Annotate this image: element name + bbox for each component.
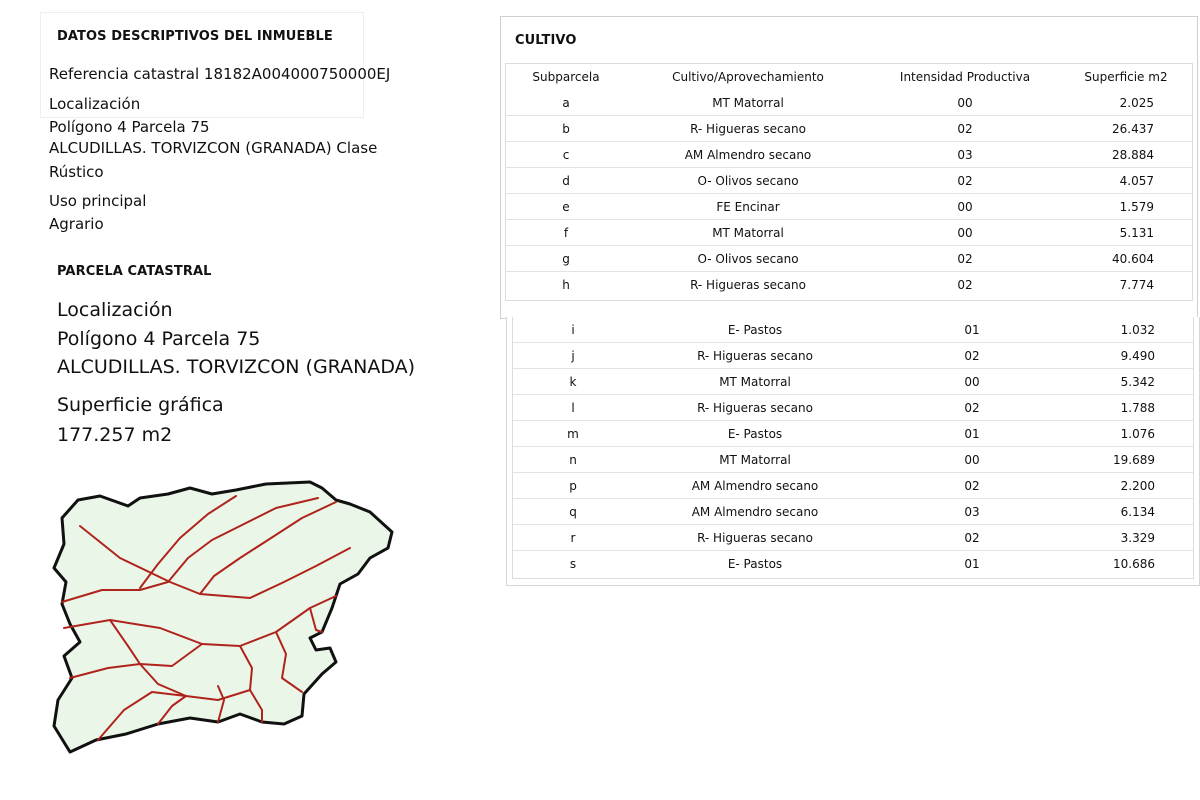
col-header-superficie: Superficie m2 — [1084, 70, 1168, 84]
cell-superficie: 19.689 — [1067, 447, 1193, 473]
datos-heading: DATOS DESCRIPTIVOS DEL INMUEBLE — [57, 29, 333, 44]
table-row — [513, 499, 1193, 525]
table-row — [513, 343, 1193, 369]
table-row — [506, 246, 1192, 272]
cell-intensidad: 02 — [870, 272, 1060, 298]
table-row — [513, 525, 1193, 551]
cell-superficie: 10.686 — [1067, 551, 1193, 577]
cell-superficie: 9.490 — [1067, 343, 1193, 369]
table-row — [513, 473, 1193, 499]
table-row — [506, 194, 1192, 220]
superficie-value: 177.257 m2 — [57, 424, 173, 446]
cell-cultivo: O- Olivos secano — [626, 246, 870, 272]
cell-intensidad: 02 — [877, 525, 1067, 551]
referencia-catastral: Referencia catastral 18182A004000750000EJ — [49, 65, 391, 83]
cell-cultivo: AM Almendro secano — [633, 473, 877, 499]
table-row — [513, 447, 1193, 473]
cell-cultivo: R- Higueras secano — [626, 272, 870, 298]
cell-intensidad: 01 — [877, 421, 1067, 447]
cultivo-table-continued — [513, 317, 1193, 576]
cell-superficie: 6.134 — [1067, 499, 1193, 525]
cell-subparcela: d — [506, 168, 626, 194]
cell-superficie: 3.329 — [1067, 525, 1193, 551]
cell-superficie: 4.057 — [1060, 168, 1192, 194]
table-row — [513, 317, 1193, 343]
cell-intensidad: 03 — [877, 499, 1067, 525]
col-header-intensidad: Intensidad Productiva — [899, 70, 1031, 84]
cell-superficie: 1.032 — [1120, 322, 1155, 337]
cell-superficie: 40.604 — [1060, 246, 1192, 272]
col-header-subparcela: Subparcela — [532, 70, 600, 84]
superficie-label: Superficie gráfica — [57, 394, 224, 416]
cell-cultivo: MT Matorral — [626, 220, 870, 246]
cultivo-panel — [500, 16, 1198, 319]
table-row — [506, 220, 1192, 246]
cell-subparcela: g — [506, 246, 626, 272]
cell-intensidad: 00 — [870, 220, 1060, 246]
cell-subparcela: a — [562, 95, 570, 110]
table-row — [506, 90, 1192, 116]
cell-subparcela: m — [513, 421, 633, 447]
cell-cultivo: MT Matorral — [633, 447, 877, 473]
cultivo-table — [506, 64, 1192, 297]
localizacion-label: Localización — [49, 95, 141, 113]
cell-intensidad: 03 — [870, 142, 1060, 168]
table-row — [506, 142, 1192, 168]
table-row — [513, 395, 1193, 421]
cell-subparcela: e — [506, 194, 626, 220]
parcela-heading: PARCELA CATASTRAL — [57, 264, 212, 279]
cell-intensidad: 00 — [957, 95, 973, 110]
parcel-outline — [54, 482, 392, 752]
parcela-localizacion-label: Localización — [57, 299, 173, 321]
cell-intensidad: 01 — [877, 551, 1067, 577]
cell-cultivo: E- Pastos — [633, 551, 877, 577]
cell-cultivo: E- Pastos — [727, 322, 783, 337]
cell-subparcela: q — [513, 499, 633, 525]
table-row — [506, 272, 1192, 298]
table-row — [513, 421, 1193, 447]
cell-cultivo: E- Pastos — [633, 421, 877, 447]
cultivo-table-top — [505, 63, 1193, 301]
cell-subparcela: i — [571, 322, 575, 337]
cell-subparcela: h — [506, 272, 626, 298]
cell-superficie: 7.774 — [1060, 272, 1192, 298]
cell-intensidad: 00 — [870, 194, 1060, 220]
cell-cultivo: MT Matorral — [633, 369, 877, 395]
cell-subparcela: b — [506, 116, 626, 142]
cell-intensidad: 02 — [870, 116, 1060, 142]
parcela-line1: Polígono 4 Parcela 75 — [57, 328, 261, 350]
cell-intensidad: 01 — [964, 322, 980, 337]
cell-subparcela: f — [506, 220, 626, 246]
cell-intensidad: 02 — [877, 395, 1067, 421]
cell-superficie: 26.437 — [1060, 116, 1192, 142]
cell-superficie: 5.342 — [1067, 369, 1193, 395]
cell-intensidad: 00 — [877, 369, 1067, 395]
localizacion-line2: ALCUDILLAS. TORVIZCON (GRANADA) Clase — [49, 139, 378, 157]
table-row — [506, 116, 1192, 142]
cell-cultivo: R- Higueras secano — [633, 525, 877, 551]
uso-label: Uso principal — [49, 192, 147, 210]
cell-cultivo: R- Higueras secano — [633, 343, 877, 369]
cell-subparcela: p — [513, 473, 633, 499]
parcel-map — [40, 478, 410, 778]
table-row — [506, 168, 1192, 194]
table-row — [513, 369, 1193, 395]
parcela-line2: ALCUDILLAS. TORVIZCON (GRANADA) — [57, 356, 416, 378]
cell-superficie: 28.884 — [1060, 142, 1192, 168]
cell-cultivo: AM Almendro secano — [626, 142, 870, 168]
cell-cultivo: R- Higueras secano — [626, 116, 870, 142]
cell-superficie: 1.788 — [1067, 395, 1193, 421]
cell-cultivo: MT Matorral — [712, 95, 784, 110]
cell-superficie: 2.025 — [1119, 95, 1154, 110]
cell-subparcela: j — [513, 343, 633, 369]
cell-cultivo: R- Higueras secano — [633, 395, 877, 421]
cultivo-heading: CULTIVO — [515, 33, 577, 48]
cell-subparcela: k — [513, 369, 633, 395]
cell-superficie: 1.579 — [1060, 194, 1192, 220]
cell-intensidad: 02 — [870, 246, 1060, 272]
cell-intensidad: 02 — [877, 473, 1067, 499]
col-header-cultivo: Cultivo/Aprovechamiento — [672, 70, 824, 84]
cell-subparcela: l — [513, 395, 633, 421]
cell-cultivo: O- Olivos secano — [626, 168, 870, 194]
cell-superficie: 1.076 — [1067, 421, 1193, 447]
cell-intensidad: 02 — [877, 343, 1067, 369]
table-header-row — [506, 64, 1192, 90]
cell-superficie: 2.200 — [1067, 473, 1193, 499]
cell-subparcela: n — [513, 447, 633, 473]
localizacion-line1: Polígono 4 Parcela 75 — [49, 118, 210, 136]
cell-intensidad: 02 — [870, 168, 1060, 194]
cell-superficie: 5.131 — [1060, 220, 1192, 246]
table-row — [513, 551, 1193, 577]
cell-cultivo: FE Encinar — [626, 194, 870, 220]
cultivo-table-bottom — [512, 317, 1194, 579]
clase-value: Rústico — [49, 163, 104, 181]
cell-intensidad: 00 — [877, 447, 1067, 473]
cell-subparcela: r — [513, 525, 633, 551]
cell-subparcela: s — [513, 551, 633, 577]
uso-value: Agrario — [49, 215, 104, 233]
cultivo-panel-continued — [506, 317, 1200, 586]
cell-subparcela: c — [506, 142, 626, 168]
cell-cultivo: AM Almendro secano — [633, 499, 877, 525]
